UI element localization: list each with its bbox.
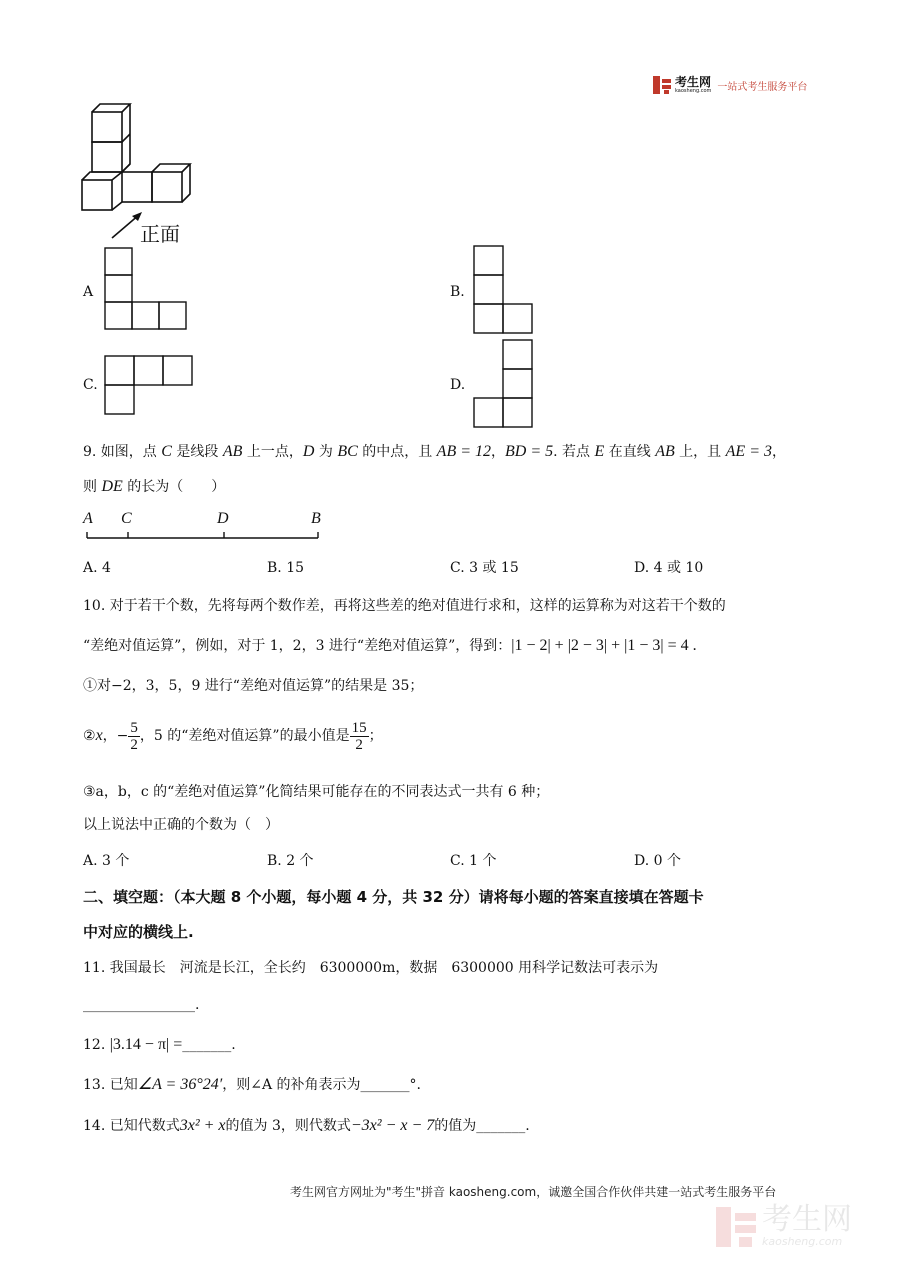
point-label-a: A <box>83 510 93 527</box>
q9-option-d: D. 4 或 10 <box>634 560 704 576</box>
q9-line2: 则 DE 的长为（ ） <box>83 478 226 495</box>
q10-question: 以上说法中正确的个数为（ ） <box>83 817 279 833</box>
q9-line1: 9. 如图，点 C 是线段 AB 上一点，D 为 BC 的中点，且 AB = 12，BD = 5. 若点 E 在直线 AB 上，且 AE = 3， <box>83 443 786 460</box>
q10-option-a: A. 3 个 <box>83 853 130 869</box>
fraction-5-2: $\frac{5}{2}$ <box>130 719 138 753</box>
section-heading-line2: 中对应的横线上. <box>83 923 194 941</box>
option-d-grid <box>473 339 533 429</box>
q10-statement-1: ①对−2，3，5，9 进行“差绝对值运算”的结果是 35； <box>83 678 424 694</box>
q9-option-b: B. 15 <box>267 560 305 576</box>
front-label: 正面 <box>140 222 180 246</box>
q10-line2: “差绝对值运算”，例如，对于 1，2，3 进行“差绝对值运算”，得到：|1 − 2| + |2 − 3| + |1 − 3| = 4 . <box>83 637 697 654</box>
q11-line1: 11. 我国最长 河流是长江，全长约 6300000m，数据 6300000 用科学记数法可表示为 <box>83 960 659 976</box>
footer-text: 考生网官方网址为"考生"拼音 kaosheng.com，诚邀全国合作伙伴共建一站式考生服务平台 <box>290 1185 777 1199</box>
q10-option-c: C. 1 个 <box>450 853 497 869</box>
q10-line1: 10. 对于若干个数，先将每两个数作差，再将这些差的绝对值进行求和，这样的运算称为对这若干个数的 <box>83 598 726 614</box>
option-label-c: C. <box>83 377 98 393</box>
q10-option-d: D. 0 个 <box>634 853 681 869</box>
option-label-a: A <box>83 284 94 300</box>
point-label-d: D <box>217 510 229 527</box>
q10-statement-2: ②x，− $\frac{5}{2}$ ，5 的“差绝对值运算”的最小值是 $\frac{15}{2}$ ； <box>83 719 383 753</box>
q12-line: 12. |3.14 − π| =_______. <box>83 1036 236 1053</box>
option-a-grid <box>104 247 188 331</box>
brand-name: 考生网 <box>675 74 712 89</box>
option-b-grid <box>473 245 533 335</box>
point-label-c: C <box>121 510 132 527</box>
q11-answer-blank: ________________. <box>83 997 200 1013</box>
option-c-grid <box>104 355 194 415</box>
brand-slogan: 一站式考生服务平台 <box>717 81 808 93</box>
segment-ab-figure <box>86 530 322 544</box>
point-label-b: B <box>311 510 321 527</box>
q14-line: 14. 已知代数式3x² + x的值为 3，则代数式−3x² − x − 7的值为_______. <box>83 1117 530 1134</box>
q13-line: 13. 已知∠A = 36°24′，则∠A 的补角表示为_______°. <box>83 1076 421 1093</box>
brand-domain: kaosheng.com <box>675 87 712 94</box>
brand-logo-icon <box>653 76 671 94</box>
header-brand <box>653 74 807 96</box>
q9-option-a: A. 4 <box>83 560 111 576</box>
q10-option-b: B. 2 个 <box>267 853 314 869</box>
fraction-15-2: $\frac{15}{2}$ <box>351 719 367 753</box>
option-label-b: B. <box>450 284 465 300</box>
watermark-text: 考生网 <box>762 1202 852 1237</box>
q10-statement-3: ③a，b，c 的“差绝对值运算”化简结果可能存在的不同表达式一共有 6 种； <box>83 784 550 800</box>
q9-option-c: C. 3 或 15 <box>450 560 519 576</box>
section-heading-line1: 二、填空题：（本大题 8 个小题，每小题 4 分，共 32 分）请将每小题的答案直接填在答题卡 <box>83 888 704 906</box>
option-label-d: D. <box>450 377 466 393</box>
watermark <box>716 1202 852 1248</box>
watermark-sub: kaosheng.com <box>762 1235 843 1248</box>
watermark-logo-icon <box>716 1207 756 1247</box>
